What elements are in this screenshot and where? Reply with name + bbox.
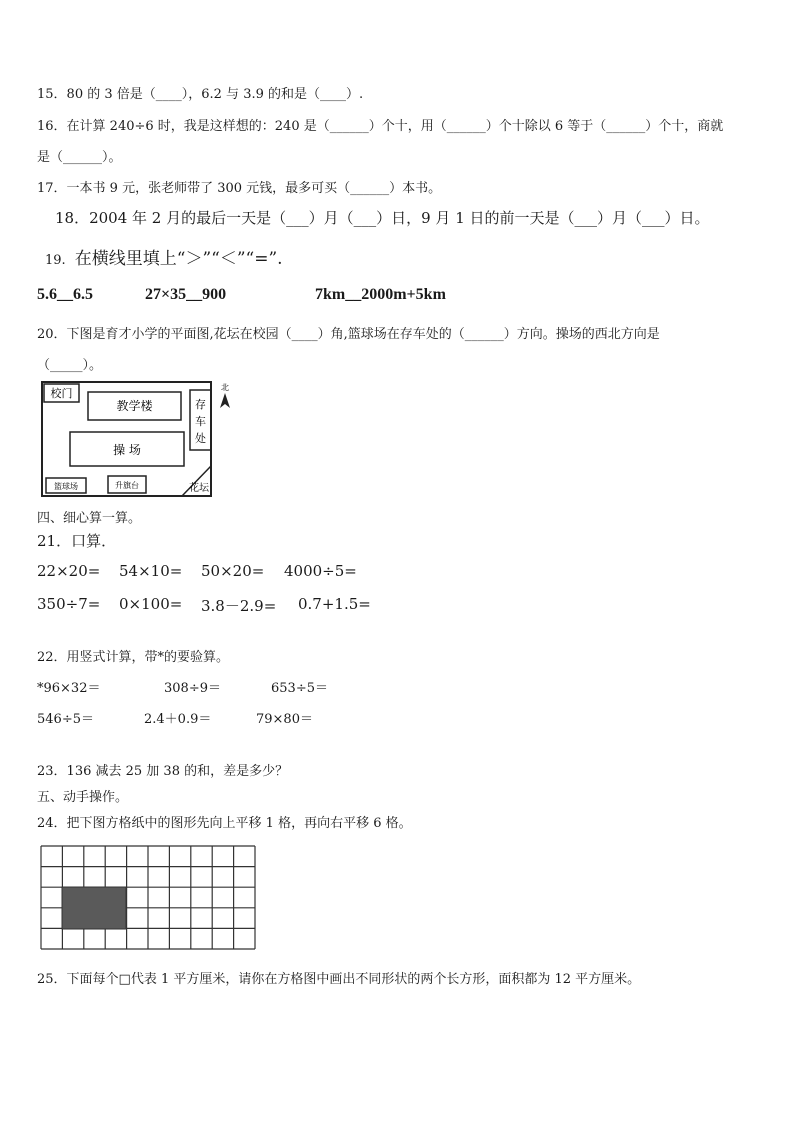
oral-calc-5: 350÷7= bbox=[37, 595, 101, 613]
question-19 bbox=[45, 244, 283, 269]
grid-svg bbox=[40, 845, 256, 950]
vertical-calc-4: 546÷5＝ bbox=[37, 712, 94, 727]
question-21: 21．口算． bbox=[37, 532, 117, 550]
question-18: 18．2004 年 2 月的最后一天是（___）月（___）日，9 月 1 日的前一天是（___）月（___）日。 bbox=[55, 209, 710, 227]
question-15: 15．80 的 3 倍是（____），6.2 与 3.9 的和是（____）. bbox=[37, 87, 364, 102]
shaded-rectangle bbox=[62, 887, 126, 929]
storage-label-3: 处 bbox=[195, 432, 206, 445]
question-23: 23．136 减去 25 加 38 的和，差是多少？ bbox=[37, 764, 289, 779]
oral-calc-8: 0.7+1.5= bbox=[298, 595, 371, 613]
section-4-title: 四、细心算一算。 bbox=[37, 511, 142, 526]
oral-calc-4: 4000÷5= bbox=[284, 562, 357, 580]
teaching-building-label: 教学楼 bbox=[116, 399, 153, 413]
vertical-calc-5: 2.4＋0.9＝ bbox=[144, 712, 212, 727]
question-24: 24．把下图方格纸中的图形先向上平移 1 格，再向右平移 6 格。 bbox=[37, 816, 412, 831]
basketball-label: 篮球场 bbox=[54, 482, 78, 491]
question-20-line1: 20．下图是育才小学的平面图,花坛在校园（____）角,篮球场在存车处的（______）方向。操场的西北方向是 bbox=[37, 327, 660, 342]
question-22: 22．用竖式计算，带*的要验算。 bbox=[37, 650, 230, 665]
flowerbed-label: 花坛 bbox=[189, 483, 209, 494]
storage-label-1: 存 bbox=[195, 398, 206, 411]
school-plan-svg bbox=[40, 378, 238, 498]
question-17: 17．一本书 9 元，张老师带了 300 元钱，最多可买（______）本书。 bbox=[37, 181, 442, 196]
compare-item-2: 27×35__900 bbox=[145, 286, 227, 303]
school-plan-map bbox=[40, 378, 238, 498]
oral-calc-2: 54×10= bbox=[119, 562, 183, 580]
question-19-text: 在横线里填上“＞”“＜”“=”. bbox=[74, 249, 283, 269]
question-25: 25．下面每个□代表 1 平方厘米，请你在方格图中画出不同形状的两个长方形，面积都为 12 平方厘米。 bbox=[37, 972, 641, 987]
question-19-number: 19. bbox=[45, 253, 66, 268]
vertical-calc-3: 653÷5＝ bbox=[271, 681, 328, 696]
question-20-line2: （_____）。 bbox=[37, 358, 103, 373]
question-16-line2: 是（______）。 bbox=[37, 150, 122, 165]
storage-label-2: 车 bbox=[195, 415, 206, 428]
north-label: 北 bbox=[221, 383, 229, 392]
oral-calc-7: 3.8－2.9= bbox=[201, 597, 277, 615]
grid-paper bbox=[40, 845, 256, 950]
vertical-calc-1: *96×32＝ bbox=[37, 681, 101, 696]
north-arrow-icon bbox=[220, 393, 230, 408]
oral-calc-6: 0×100= bbox=[119, 595, 183, 613]
compare-item-3: 7km__2000m+5km bbox=[315, 286, 446, 303]
section-5-title: 五、动手操作。 bbox=[37, 790, 129, 805]
gate-label: 校门 bbox=[50, 387, 73, 400]
compare-item-1: 5.6__6.5 bbox=[37, 286, 93, 303]
oral-calc-1: 22×20= bbox=[37, 562, 101, 580]
flag-stage-label: 升旗台 bbox=[115, 481, 139, 490]
vertical-calc-6: 79×80＝ bbox=[256, 712, 313, 727]
oral-calc-3: 50×20= bbox=[201, 562, 265, 580]
vertical-calc-2: 308÷9＝ bbox=[164, 681, 221, 696]
question-16-line1: 16．在计算 240÷6 时，我是这样想的：240 是（______）个十，用（______）个十除以 6 等于（______）个十，商就 bbox=[37, 119, 724, 134]
sports-field-label: 操 场 bbox=[113, 443, 141, 457]
